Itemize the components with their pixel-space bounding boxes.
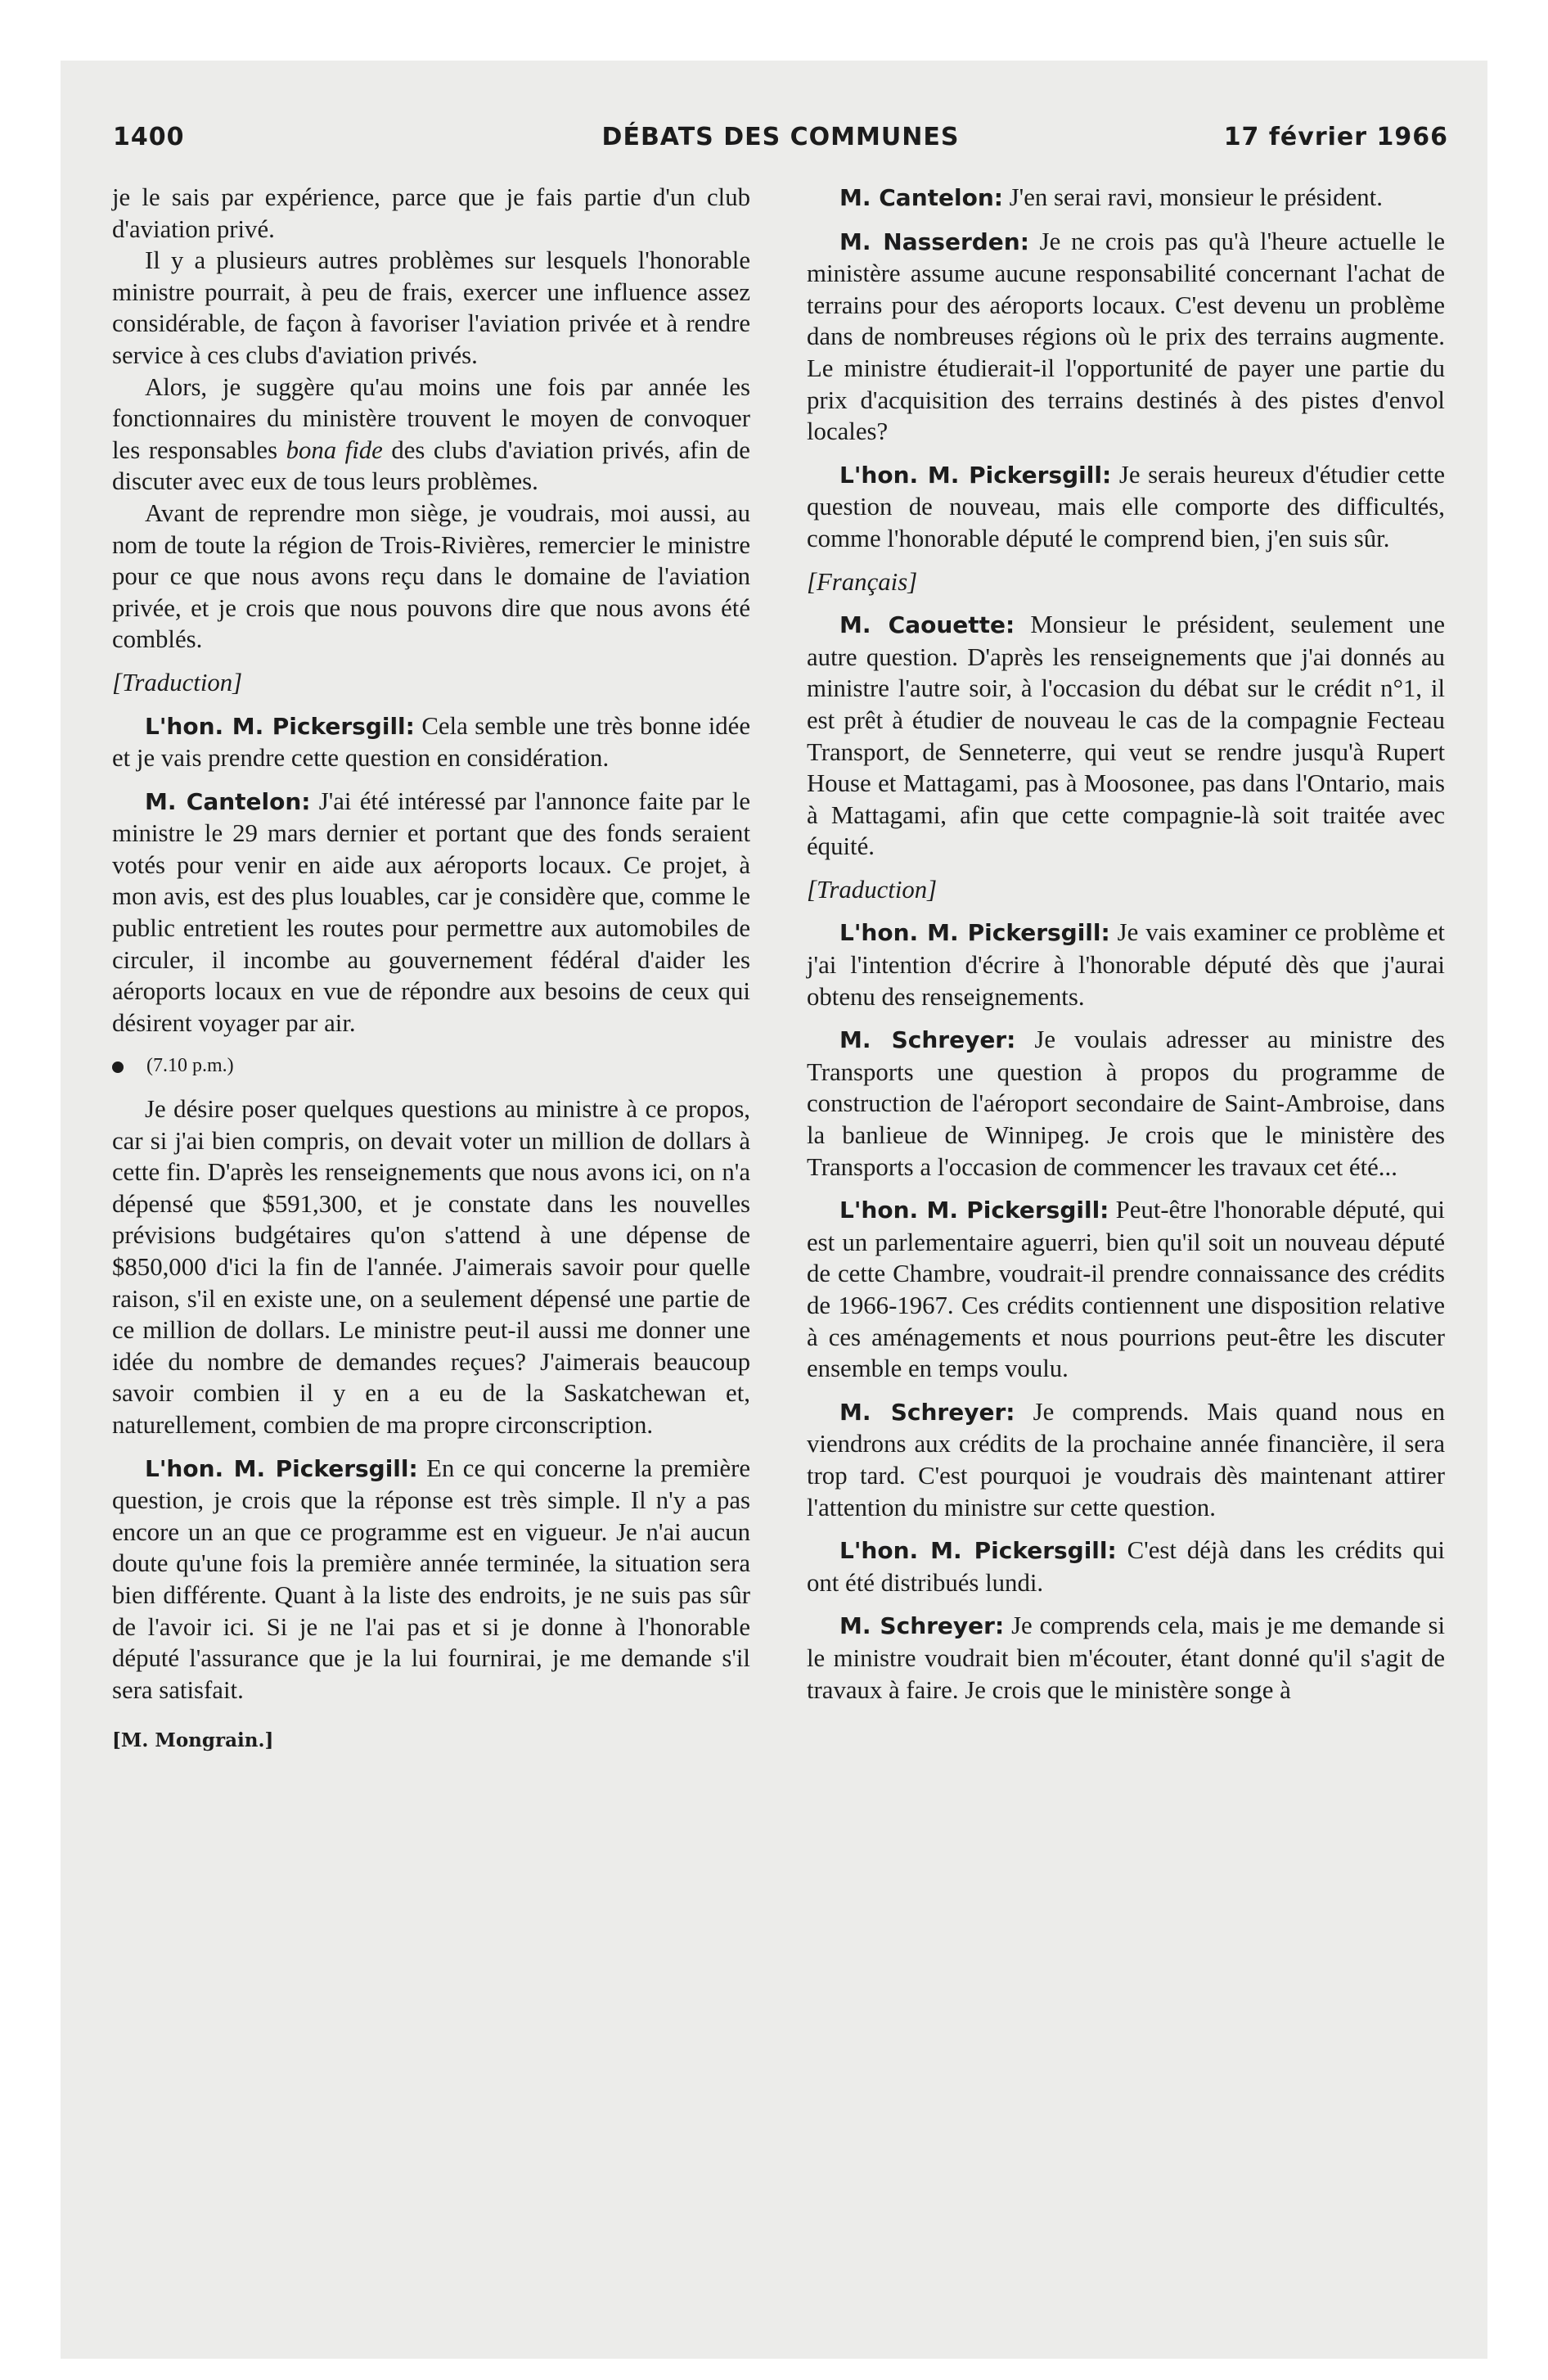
speech bbox=[807, 1024, 1445, 1183]
speech bbox=[807, 609, 1445, 863]
speaker-name: L'hon. M. Pickersgill: bbox=[839, 1197, 1109, 1224]
speech-text: Peut-être l'honorable député, qui est un parlementaire aguerri, bien qu'il soit un nouveau député de cette Chambre, voudrait-il prendre connaissance des crédits de 1966-1967. Ces crédits contiennent une disposition relative à ces aménagements et nous pourrions peut-être les discuter ensemble en temps voulu. bbox=[807, 1196, 1445, 1383]
paragraph-text: Alors, je suggère qu'au moins une fois par année les fonctionnaires du ministère trouvent le moyen de convoquer les responsables bbox=[112, 372, 750, 464]
left-column bbox=[112, 182, 750, 1757]
speech-text: Je vais examiner ce problème et j'ai l'intention d'écrire à l'honorable député dès que j'aurai obtenu des renseignements. bbox=[807, 918, 1445, 1011]
paragraph: Avant de reprendre mon siège, je voudrais, moi aussi, au nom de toute la région de Trois-Rivières, remercier le ministre pour ce que nous avons reçu dans le domaine de l'aviation privée, et je crois que nous pouvons dire que nous avons été comblés. bbox=[112, 498, 750, 654]
speech bbox=[807, 1535, 1445, 1598]
speech bbox=[807, 459, 1445, 555]
speech-text: Monsieur le président, seulement une autre question. D'après les renseignements que j'ai donnés au ministre l'autre soir, à l'occasion du débat sur le crédit n°1, il est prêt à étudier de nouveau le cas de la compagnie Fecteau Transport, de Senneterre, qui veut se rendre jusqu'à Rupert House et Mattagami, pas à Moosonee, pas dans l'Ontario, mais à Mattagami, afin que cette compagnie-là soit traitée avec équité. bbox=[807, 611, 1445, 861]
speaker-name: M. Cantelon: bbox=[145, 787, 311, 815]
speech-text: Je serais heureux d'étudier cette question de nouveau, mais elle comporte des difficultés, comme l'honorable député le comprend bien, j'en suis sûr. bbox=[807, 460, 1446, 552]
speech bbox=[807, 226, 1445, 448]
speaker-name: L'hon. M. Pickersgill: bbox=[839, 1537, 1117, 1565]
speech bbox=[112, 1453, 750, 1706]
speaker-name: L'hon. M. Pickersgill: bbox=[839, 919, 1110, 947]
speech bbox=[112, 786, 750, 1039]
speaker-name: M. Schreyer: bbox=[839, 1026, 1016, 1054]
section-tag: [Français] bbox=[807, 567, 918, 596]
page-date: 17 février 1966 bbox=[1223, 123, 1448, 151]
paragraph: Il y a plusieurs autres problèmes sur lesquels l'honorable ministre pourrait, à peu de frais, exercer une influence assez considérable, de façon à favoriser l'aviation privée et à rendre service à ces clubs d'aviation privés. bbox=[112, 246, 750, 369]
speech-text: En ce qui concerne la première question, je crois que la réponse est très simple. Il n'y a pas encore un an que ce programme est en vigueur. Je n'ai aucun doute qu'une fois la première année terminée, la situation sera bien différente. Quant à la liste des endroits, je ne suis pas sûr de l'avoir ici. Si je ne l'ai pas et si je donne à l'honorable député l'assurance que je la lui fournirai, je me demande s'il sera satisfait. bbox=[112, 1454, 750, 1704]
speaker-name: M. Schreyer: bbox=[839, 1612, 1005, 1640]
speech bbox=[807, 1396, 1445, 1523]
speech bbox=[807, 1610, 1445, 1706]
latin-term: bona fide bbox=[286, 435, 383, 464]
page-header bbox=[113, 123, 1448, 164]
speaker-name: L'hon. M. Pickersgill: bbox=[839, 461, 1112, 489]
time-marker bbox=[112, 1050, 750, 1082]
speech-text: Je voulais adresser au ministre des Transports une question à propos du programme de construction de l'aéroport secondaire de Saint-Ambroise, dans la banlieue de Winnipeg. Je crois que le ministère des Transports a l'occasion de commencer les travaux cet été... bbox=[807, 1025, 1445, 1181]
speech-text: J'ai été intéressé par l'annonce faite par le ministre le 29 mars dernier et portant que des fonds seraient votés pour venir en aide aux aéroports locaux. Ce projet, à mon avis, est des plus louables, car je considère que, comme le public entretient les routes pour permettre aux automobiles de circuler, il incombe au gouvernement fédéral d'aider les aéroports locaux en vue de répondre aux besoins de ceux qui désirent voyager par air. bbox=[112, 787, 750, 1037]
speaker-name: M. Nasserden: bbox=[839, 228, 1029, 255]
speech bbox=[807, 1194, 1445, 1385]
speech-text: Je ne crois pas qu'à l'heure actuelle le ministère assume aucune responsabilité concernant l'achat de terrains pour des aéroports locaux. C'est devenu un problème dans de nombreuses régions où le prix des terrains augmente. Le ministre étudierait-il l'opportunité de payer une partie du prix d'acquisition des terrains destinés à des pistes d'envol locales? bbox=[807, 227, 1445, 446]
section-tag: [Traduction] bbox=[112, 668, 243, 696]
bullet-icon bbox=[112, 1062, 124, 1073]
speech bbox=[807, 917, 1445, 1012]
speaker-name: M. Caouette: bbox=[839, 611, 1015, 639]
speech-text: Cela semble une très bonne idée et je vais prendre cette question en considération. bbox=[112, 711, 751, 773]
speech bbox=[112, 710, 750, 774]
speaker-name: M. Schreyer: bbox=[839, 1398, 1015, 1426]
paragraph: je le sais par expérience, parce que je fais partie d'un club d'aviation privé. bbox=[112, 183, 750, 243]
paragraph-text: des clubs d'aviation privés, afin de discuter avec eux de tous leurs problèmes. bbox=[112, 435, 750, 496]
speech-text: Je comprends cela, mais je me demande si le ministre voudrait bien m'écouter, étant donné qu'il s'agit de travaux à faire. Je crois que le ministère songe à bbox=[807, 1611, 1445, 1704]
speech-text: J'en serai ravi, monsieur le président. bbox=[1002, 183, 1383, 211]
speaker-name: L'hon. M. Pickersgill: bbox=[145, 712, 415, 740]
right-column bbox=[807, 182, 1445, 1706]
page-number: 1400 bbox=[113, 123, 185, 151]
speaker-name: L'hon. M. Pickersgill: bbox=[145, 1454, 418, 1482]
time-text: (7.10 p.m.) bbox=[146, 1055, 234, 1077]
speech-text: C'est déjà dans les crédits qui ont été distribués lundi. bbox=[807, 1536, 1445, 1597]
speech-text: Je comprends. Mais quand nous en viendrons aux crédits de la prochaine année financière, il sera trop tard. C'est pourquoi je voudrais dès maintenant attirer l'attention du ministre sur cette question. bbox=[807, 1397, 1445, 1521]
paragraph: Je désire poser quelques questions au ministre à ce propos, car si j'ai bien compris, on devait voter un million de dollars à cette fin. D'après les renseignements que nous avons ici, on n'a dépensé que $591,300, et je constate dans les nouvelles prévisions budgétaires qu'on s'attend à une dépense de $850,000 d'ici la fin de l'année. J'aimerais savoir pour quelle raison, s'il en existe une, on a seulement dépensé une partie de ce million de dollars. Le ministre peut-il aussi me donner une idée du nombre de demandes reçues? J'aimerais beaucoup savoir combien il y en a eu de la Saskatchewan et, naturellement, combien de ma propre circonscription. bbox=[112, 1095, 750, 1439]
section-tag: [Traduction] bbox=[807, 875, 938, 904]
speech bbox=[807, 182, 1445, 214]
page-footer: [M. Mongrain.] bbox=[112, 1729, 274, 1752]
speaker-name: M. Cantelon: bbox=[839, 184, 1003, 211]
publication-title: DÉBATS DES COMMUNES bbox=[601, 123, 960, 151]
paragraph bbox=[112, 372, 750, 498]
